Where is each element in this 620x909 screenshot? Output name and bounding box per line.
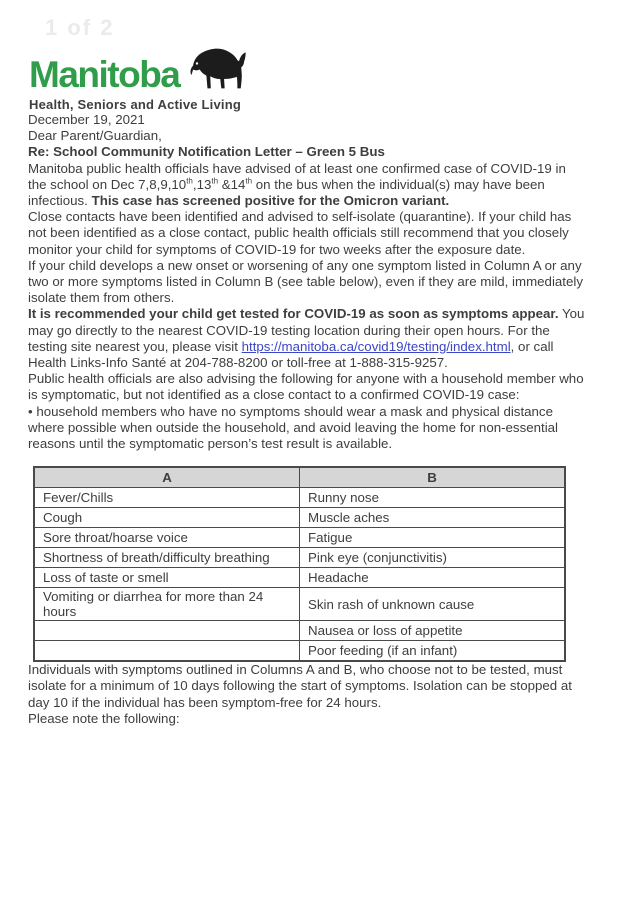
table-row — [34, 548, 565, 568]
table-row — [34, 528, 565, 548]
table-cell — [34, 621, 300, 641]
table-cell: Vomiting or diarrhea for more than 24 hours — [34, 588, 300, 621]
letter-date: December 19, 2021 — [28, 112, 145, 127]
bison-icon — [187, 46, 249, 92]
table-cell: Loss of taste or smell — [34, 568, 300, 588]
paragraph-testing: It is recommended your child get tested for COVID-19 as soon as symptoms appear. You may go directly to the nearest COVID-19 testing location during their open hours. For the testing site nearest you, please visit https://manitoba.ca/covid19/testing/index.html, or call Health Links-Info Santé at 204-788-8200 or toll-free at 1-888-315-9257. — [28, 306, 585, 371]
ordinal-sup: th — [245, 176, 253, 186]
please-note: Please note the following: — [28, 710, 180, 726]
table-row — [34, 488, 565, 508]
household-bullet: • household members who have no symptoms should wear a mask and physical distance where possible when outside the household, and avoid leaving the home for non-essential reasons until the symptomatic person’s test result is available. — [28, 403, 559, 452]
table-cell: Runny nose — [300, 488, 566, 508]
table-cell: Skin rash of unknown cause — [300, 588, 566, 621]
table-cell: Shortness of breath/difficulty breathing — [34, 548, 300, 568]
table-cell: Cough — [34, 508, 300, 528]
table-cell: Fever/Chills — [34, 488, 300, 508]
column-a-header: A — [34, 467, 300, 488]
table-cell: Pink eye (conjunctivitis) — [300, 548, 566, 568]
manitoba-logo — [29, 46, 620, 95]
table-row — [34, 568, 565, 588]
table-cell: Muscle aches — [300, 508, 566, 528]
manitoba-wordmark: Manitoba — [29, 54, 180, 95]
household-intro: Public health officials are also advising the following for anyone with a household member who is symptomatic, but not identified as a close contact to a confirmed COVID-19 case: — [28, 371, 584, 403]
exposure-text: Manitoba public health officials have advised of at least one confirmed case of COVID-19 in the school on Dec 7,8,9,10 — [28, 160, 566, 192]
ordinal-sup: th — [186, 176, 193, 186]
paragraph-exposure: Manitoba public health officials have advised of at least one confirmed case of COVID-19 in the school on Dec 7,8,9,10th,13th &14th on the bus when the individual(s) may have been infectious. This case has screened positive for the Omicron variant. — [28, 160, 566, 209]
table-cell: Poor feeding (if an infant) — [300, 641, 566, 662]
paragraph-household — [28, 371, 585, 452]
symptom-table — [33, 466, 566, 662]
omicron-statement: This case has screened positive for the Omicron variant. — [91, 193, 450, 209]
page-indicator: 1 of 2 — [45, 15, 115, 40]
table-row — [34, 621, 565, 641]
ordinal-sup: th — [211, 176, 219, 186]
paragraph-isolation — [28, 662, 585, 727]
letter-body — [28, 112, 585, 727]
table-cell: Fatigue — [300, 528, 566, 548]
column-b-header: B — [300, 467, 566, 488]
isolation-text: Individuals with symptoms outlined in Columns A and B, who choose not to be tested, must isolate for a minimum of 10 days following the start of symptoms. Isolation can be stopped at day 10 if the individual has been symptom-free for 24 hours. — [28, 662, 572, 710]
paragraph-symptom-onset: If your child develops a new onset or worsening of any one symptom listed in Column A or any two or more symptoms listed in Column B (see table below), even if they are mild, immediately isolate them from others. — [28, 257, 583, 306]
table-cell: Sore throat/hoarse voice — [34, 528, 300, 548]
salutation: Dear Parent/Guardian, — [28, 128, 162, 144]
table-header-row — [34, 467, 565, 488]
paragraph-close-contacts: Close contacts have been identified and advised to self-isolate (quarantine). If your child has not been identified as a close contact, public health officials still recommend that you closely monitor your child for symptoms of COVID-19 for two weeks after the exposure date. — [28, 209, 572, 257]
table-cell — [34, 641, 300, 662]
subject-line: Re: School Community Notification Letter – Green 5 Bus — [28, 144, 385, 160]
department-tagline: Health, Seniors and Active Living — [29, 97, 241, 112]
table-cell: Headache — [300, 568, 566, 588]
testing-recommendation: It is recommended your child get tested for COVID-19 as soon as symptoms appear. — [28, 306, 559, 322]
table-row — [34, 508, 565, 528]
table-row — [34, 641, 565, 662]
testing-link[interactable]: https://manitoba.ca/covid19/testing/index.html — [241, 338, 511, 354]
table-cell: Nausea or loss of appetite — [300, 621, 566, 641]
table-row — [34, 588, 565, 621]
